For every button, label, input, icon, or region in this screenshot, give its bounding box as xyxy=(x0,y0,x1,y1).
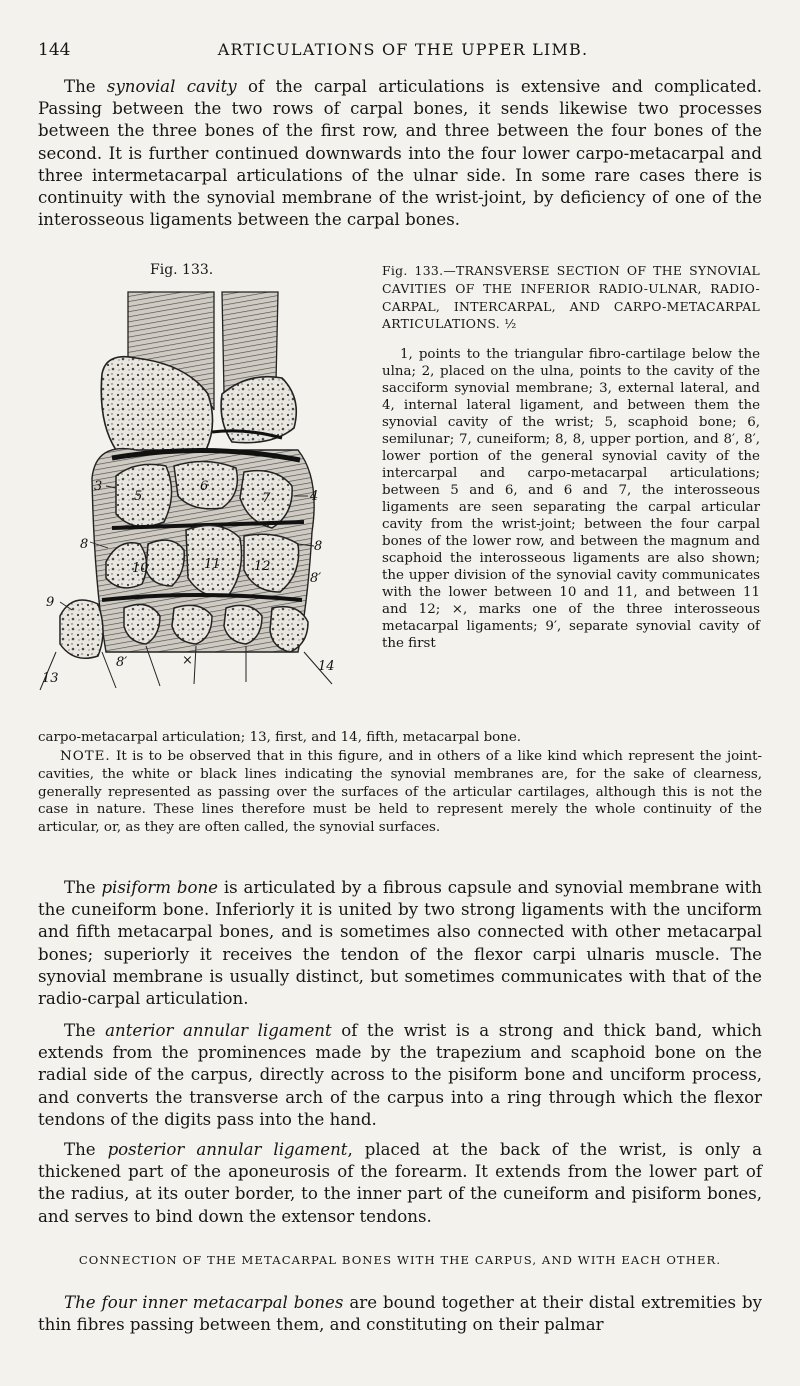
paragraph-posterior-annular-ligament: The posterior annular ligament, placed at the back of the wrist, is only a thickened part of the aponeurosis of the forearm. It extends from the lower part of the radius, at its outer border, to the inner part of the cuneiform and pisiform bones, and serves to bind down the extensor tendons. xyxy=(38,1140,762,1226)
paragraph-synovial-cavity: The synovial cavity of the carpal articulations is extensive and complicated. Passing between the two rows of carpal bones, it sends likewise two processes between the three bones of the first row, and three between the four bones of the second. It is further continued downwards into the four lower carpo-metacarpal and three intermetacarpal articulations of the ulnar side. In some rare cases there is continuity with the synovial membrane of the wrist-joint, by deficiency of one of the interosseous ligaments between the carpal bones. xyxy=(38,77,762,230)
term-anterior-annular-ligament: anterior annular ligament xyxy=(105,1021,332,1040)
section-heading: CONNECTION OF THE METACARPAL BONES WITH THE CARPUS, AND WITH EACH OTHER. xyxy=(78,1253,722,1267)
figure-label: Fig. 133. xyxy=(150,262,214,278)
paragraph-pisiform-bone: The pisiform bone is articulated by a fibrous capsule and synovial membrane with the cuneiform bone. Inferiorly it is united by two strong ligaments with the unciform and fifth metacarpal bones, and is sometimes also connected with other metacarpal bones; superiorly it receives the tendon of the flexor carpi ulnaris muscle. The synovial membrane is usually distinct, but sometimes communicates with that of the radio-carpal articulation. xyxy=(38,878,762,1009)
figure-number-6: 6 xyxy=(200,479,209,494)
paragraph-anterior-annular-ligament: The anterior annular ligament of the wrist is a strong and thick band, which extends from the prominences made by the trapezium and scaphoid bone on the radial side of the carpus, directly across to the pisiform bone and unciform process, and converts the transverse arch of the carpus into a ring through which the flexor tendons of the digits pass into the hand. xyxy=(38,1021,762,1129)
paragraph-metacarpal-bones: The four inner metacarpal bones are bound together at their distal extremities by thin fibres passing between them, and constituting on their palmar xyxy=(38,1293,762,1335)
figure-number-14: 14 xyxy=(318,659,335,674)
figure-number-9: 9 xyxy=(46,595,55,610)
page-number: 144 xyxy=(38,40,71,60)
fifth-metacarpal xyxy=(270,607,308,652)
term-four-inner-metacarpal-bones: The four inner metacarpal bones xyxy=(64,1293,344,1312)
page-header xyxy=(38,40,768,64)
wrist-section-figure xyxy=(36,282,346,710)
running-head: ARTICULATIONS OF THE UPPER LIMB. xyxy=(217,40,589,59)
figure-number-3: 3 xyxy=(94,479,103,494)
scaphoid-bone xyxy=(116,464,172,526)
figure-number-10: 10 xyxy=(132,561,149,576)
note-label: NOTE. xyxy=(60,749,111,764)
figure-caption-body: 1, points to the triangular fibro-cartilage below the ulna; 2, placed on the ulna, points to the cavity of the sacciform synovial membrane; 3, external lateral, and 4, internal lateral ligament, and between them the synovial cavity of the wrist; 5, scaphoid bone; 6, semilunar; 7, cuneiform; 8, 8, upper portion, and 8′, 8′, lower portion of the general synovial cavity of the intercarpal and carpo-metacarpal articulations; between 5 and 6, and 6 and 7, the interosseous ligaments are seen separating the carpal articular cavity from the wrist-joint; between the four carpal bones of the lower row, and between the magnum and scaphoid the interosseous ligaments are also shown; the upper division of the synovial cavity communicates with the lower between 10 and 11, and between 11 and 12; ×, marks one of the three interosseous metacarpal ligaments; 9′, separate synovial cavity of the first xyxy=(382,347,760,651)
figure-number-8-right: 8 xyxy=(314,539,323,554)
figure-caption-tail: carpo-metacarpal articulation; 13, first, and 14, fifth, metacarpal bone. xyxy=(38,730,522,745)
figure-number-11: 11 xyxy=(204,557,221,572)
term-posterior-annular-ligament: posterior annular ligament xyxy=(107,1140,348,1159)
figure-number-4: 4 xyxy=(310,489,319,504)
figure-number-8-prime-right: 8′ xyxy=(310,571,322,586)
figure-mark-x: × xyxy=(182,653,193,668)
note-paragraph: NOTE. It is to be observed that in this figure, and in others of a like kind which represent the joint-cavities, the white or black lines indicating the synovial membranes are, for the sake of clearness, generally represented as passing over the surfaces of the articular cartilages, although this is not the case in nature. These lines therefore must be held to represent merely the whole continuity of the articular, or, as they are often called, the synovial surfaces. xyxy=(38,749,762,836)
figure-number-5: 5 xyxy=(134,489,143,504)
term-pisiform-bone: pisiform bone xyxy=(101,878,218,897)
figure-number-12: 12 xyxy=(254,559,271,574)
figure-caption-title: Fig. 133.—TRANSVERSE SECTION OF THE SYNOVIAL CAVITIES OF THE INFERIOR RADIO-ULNAR, RADIO-CARPAL, INTERCARPAL, AND CARPO-METACARPAL ARTICULATIONS. ½ xyxy=(382,263,760,332)
figure-number-7: 7 xyxy=(262,491,271,506)
first-metacarpal xyxy=(60,600,103,658)
figure-number-8-left: 8 xyxy=(80,537,89,552)
figure-number-13: 13 xyxy=(42,671,59,686)
term-synovial-cavity: synovial cavity xyxy=(106,77,237,96)
figure-number-8-prime-left: 8′ xyxy=(116,655,128,670)
